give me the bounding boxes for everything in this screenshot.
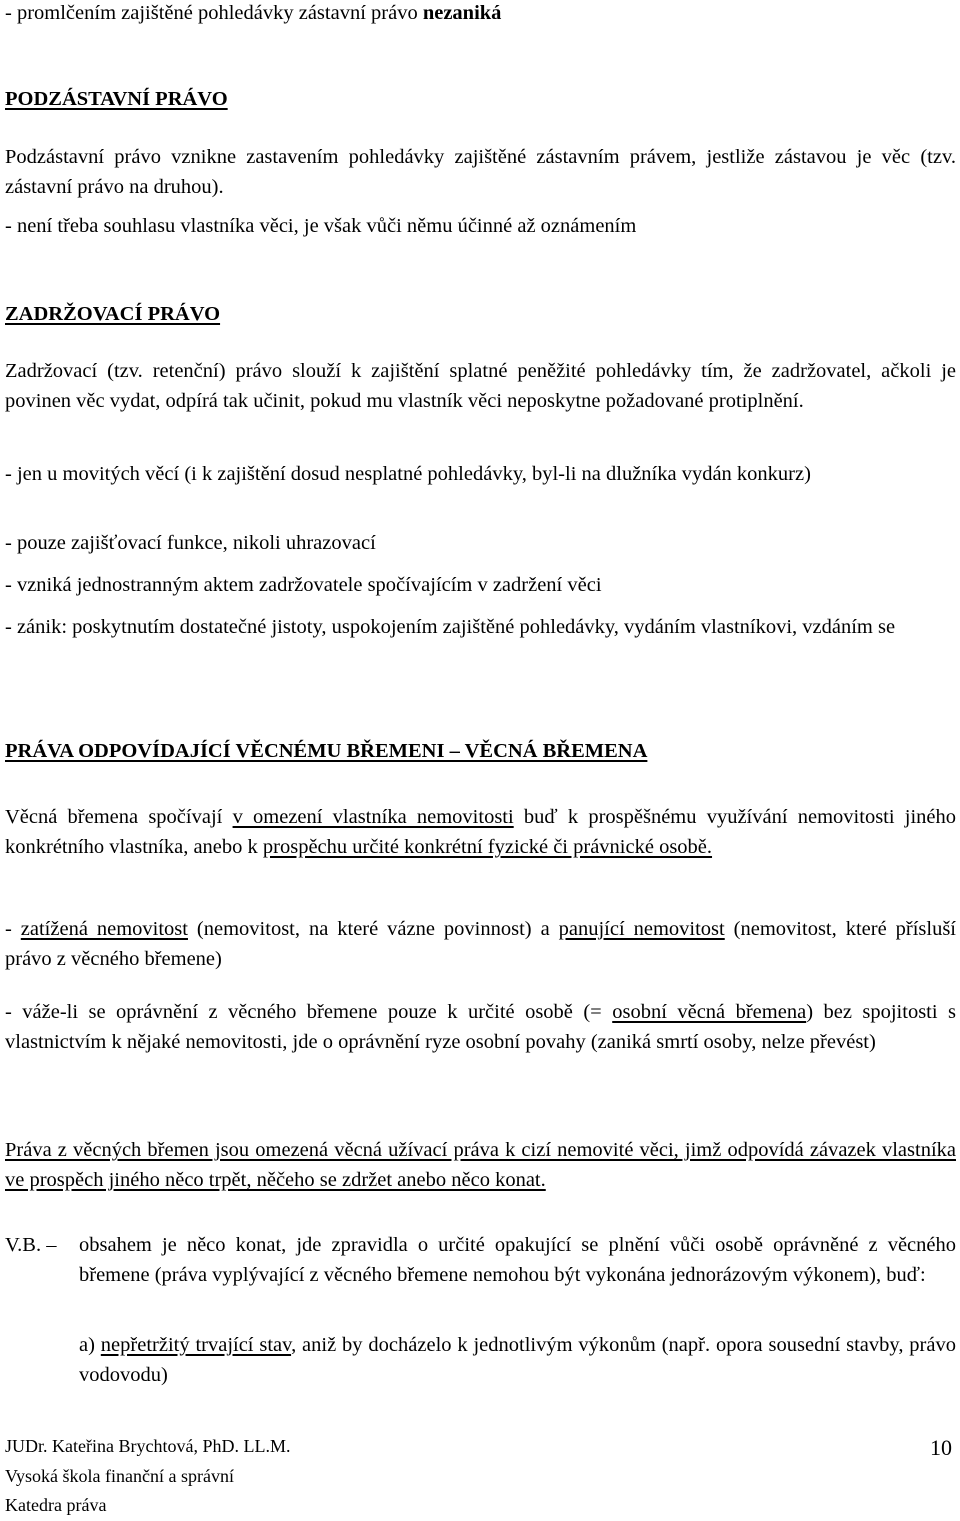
easements-properties: - zatížená nemovitost (nemovitost, na které vázne povinnost) a panující nemovitost (nemovitost, které přísluší právo z věcného břemene)	[5, 918, 956, 970]
easements-personal: - váže-li se oprávnění z věcného břemene pouze k určité osobě (= osobní věcná břemena) bez spojitosti s vlastnictvím k nějaké nemovitosti, jde o oprávnění ryze osobní povahy (zaniká smrtí osoby, nelze převést)	[5, 1001, 957, 1053]
vb-item-a: a) nepřetržitý trvající stav, aniž by docházelo k jednotlivým výkonům (např. opora sousední stavby, právo vodovodu)	[79, 1334, 956, 1386]
vb-label: V.B. –	[5, 1234, 57, 1256]
footer-school: Vysoká škola finanční a správní	[5, 1465, 234, 1486]
page-footer	[5, 1432, 290, 1521]
emphasis-nezanika: nezaniká	[422, 2, 502, 24]
retention-extinction: - zánik: poskytnutím dostatečné jistoty, uspokojením zajištěné pohledávky, vydáním vlastníkovi, vzdáním se	[5, 616, 896, 638]
subpledge-definition: Podzástavní právo vznikne zastavením pohledávky zajištěné zástavním právem, jestliže zástavou je věc (tzv. zástavní právo na druhou).	[5, 146, 956, 198]
heading-retention-right: ZADRŽOVACÍ PRÁVO	[5, 303, 221, 325]
heading-easements: PRÁVA ODPOVÍDAJÍCÍ VĚCNÉMU BŘEMENI – VĚCNÁ BŘEMENA	[5, 740, 648, 762]
easements-rights-definition: Práva z věcných břemen jsou omezená věcná užívací práva k cizí nemovité věci, jimž odpovídá závazek vlastníka ve prospěch jiného něco trpět, něčeho se zdržet anebo něco konat.	[5, 1139, 956, 1191]
vb-description: obsahem je něco konat, jde zpravidla o určité opakující se plnění vůči osobě oprávněné z věcného břemene (práva vyplývající z věcného břemene nemohou být vykonána jednorázovým výkonem), buď:	[79, 1234, 956, 1286]
retention-origin: - vzniká jednostranným aktem zadržovatele spočívajícím v zadržení věci	[5, 574, 602, 596]
subpledge-consent-note: - není třeba souhlasu vlastníka věci, je však vůči němu účinné až oznámením	[5, 215, 637, 237]
footer-department: Katedra práva	[5, 1495, 107, 1515]
footer-author: JUDr. Kateřina Brychtová, PhD. LL.M.	[5, 1436, 291, 1456]
easements-definition: Věcná břemena spočívají v omezení vlastníka nemovitosti buď k prospěšnému využívání nemovitosti jiného konkrétního vlastníka, anebo k prospěchu určité konkrétní fyzické či právnické osobě.	[5, 806, 957, 858]
retention-definition: Zadržovací (tzv. retenční) právo slouží k zajištění splatné peněžité pohledávky tím, že zadržovatel, ačkoli je povinen věc vydat, odpírá tak učinit, pokud mu vlastník věci neposkytne požadované protiplnění.	[5, 360, 956, 412]
heading-subpledge: PODZÁSTAVNÍ PRÁVO	[5, 88, 228, 110]
retention-movables: - jen u movitých věcí (i k zajištění dosud nesplatné pohledávky, byl-li na dlužníka vydán konkurz)	[5, 463, 811, 485]
line-pledge-extinction: - promlčením zajištěné pohledávky zástavní právo nezaniká	[5, 2, 502, 24]
retention-function: - pouze zajišťovací funkce, nikoli uhrazovací	[5, 532, 376, 554]
page-number: 10	[930, 1435, 952, 1460]
